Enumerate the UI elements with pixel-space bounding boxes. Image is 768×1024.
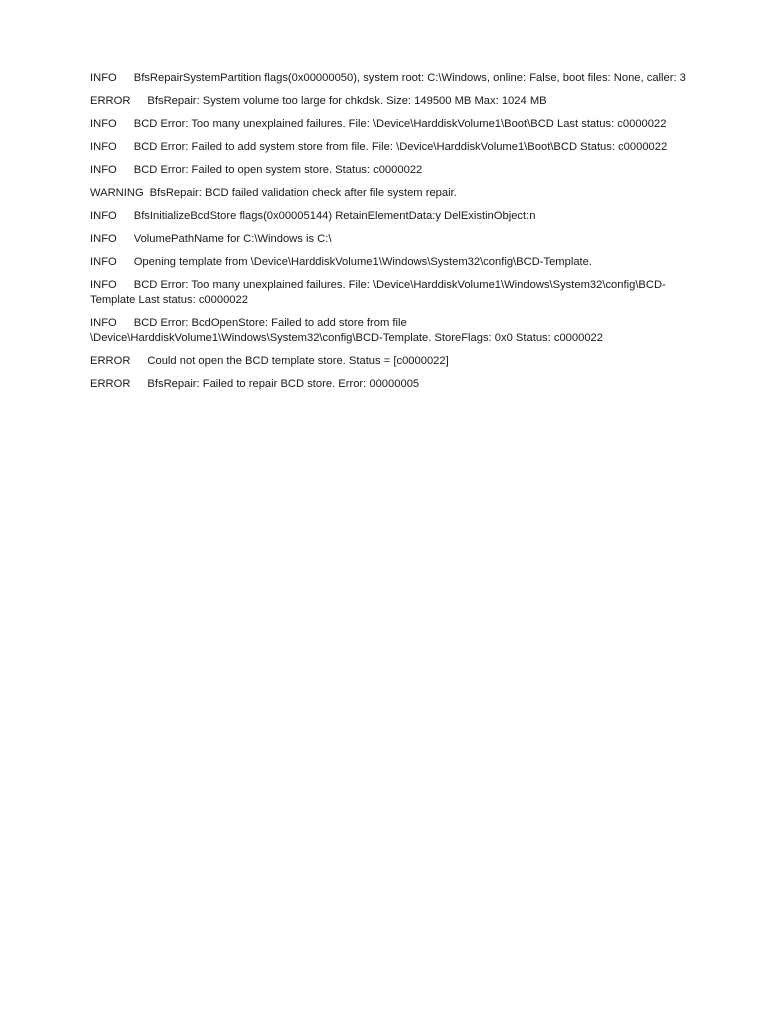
log-level: INFO bbox=[90, 317, 117, 329]
log-level: INFO bbox=[90, 118, 117, 130]
log-message: BfsRepair: Failed to repair BCD store. Error: 00000005 bbox=[147, 378, 420, 390]
log-entry bbox=[90, 94, 690, 109]
log-entry bbox=[90, 117, 690, 132]
log-level: INFO bbox=[90, 256, 117, 268]
log-entry bbox=[90, 354, 690, 369]
log-message: BfsRepairSystemPartition flags(0x00000050), system root: C:\Windows, online: False, boot files: None, caller: 3 bbox=[133, 72, 686, 84]
log-message: BfsInitializeBcdStore flags(0x00005144) RetainElementData:y DelExistinObject:n bbox=[133, 210, 536, 222]
log-message: BfsRepair: BCD failed validation check after file system repair. bbox=[149, 187, 457, 199]
log-entry bbox=[90, 278, 690, 308]
log-level: INFO bbox=[90, 164, 117, 176]
log-level: INFO bbox=[90, 72, 117, 84]
log-message: Opening template from \Device\HarddiskVolume1\Windows\System32\config\BCD-Template. bbox=[133, 256, 592, 268]
log-level: ERROR bbox=[90, 95, 131, 107]
log-message: BCD Error: Too many unexplained failures. File: \Device\HarddiskVolume1\Windows\System32\config\BCD-Template Last status: c0000022 bbox=[90, 279, 666, 306]
log-entry bbox=[90, 316, 690, 346]
log-entry bbox=[90, 140, 690, 155]
log-message: Could not open the BCD template store. Status = [c0000022] bbox=[147, 355, 449, 367]
log-level: ERROR bbox=[90, 378, 131, 390]
log-message: VolumePathName for C:\Windows is C:\ bbox=[133, 233, 332, 245]
log-level: INFO bbox=[90, 233, 117, 245]
log-entry bbox=[90, 209, 690, 224]
log-entry bbox=[90, 186, 690, 201]
log-level: WARNING bbox=[90, 187, 144, 199]
log-level: ERROR bbox=[90, 355, 131, 367]
log-level: INFO bbox=[90, 141, 117, 153]
log-level: INFO bbox=[90, 279, 117, 291]
log-entry bbox=[90, 255, 690, 270]
log-level: INFO bbox=[90, 210, 117, 222]
log-message: BCD Error: Failed to open system store. Status: c0000022 bbox=[133, 164, 423, 176]
log-entry bbox=[90, 377, 690, 392]
log-message: BCD Error: BcdOpenStore: Failed to add store from file \Device\HarddiskVolume1\Windows\System32\config\BCD-Template. StoreFlags: 0x0 Status: c0000022 bbox=[90, 317, 604, 344]
log-message: BCD Error: Failed to add system store from file. File: \Device\HarddiskVolume1\Boot\BCD Status: c0000022 bbox=[133, 141, 668, 153]
log-message: BfsRepair: System volume too large for chkdsk. Size: 149500 MB Max: 1024 MB bbox=[147, 95, 547, 107]
log-entry bbox=[90, 71, 690, 86]
log-message: BCD Error: Too many unexplained failures. File: \Device\HarddiskVolume1\Boot\BCD Last status: c0000022 bbox=[133, 118, 667, 130]
log-entry bbox=[90, 163, 690, 178]
log-entry bbox=[90, 232, 690, 247]
log-entries bbox=[90, 71, 690, 400]
